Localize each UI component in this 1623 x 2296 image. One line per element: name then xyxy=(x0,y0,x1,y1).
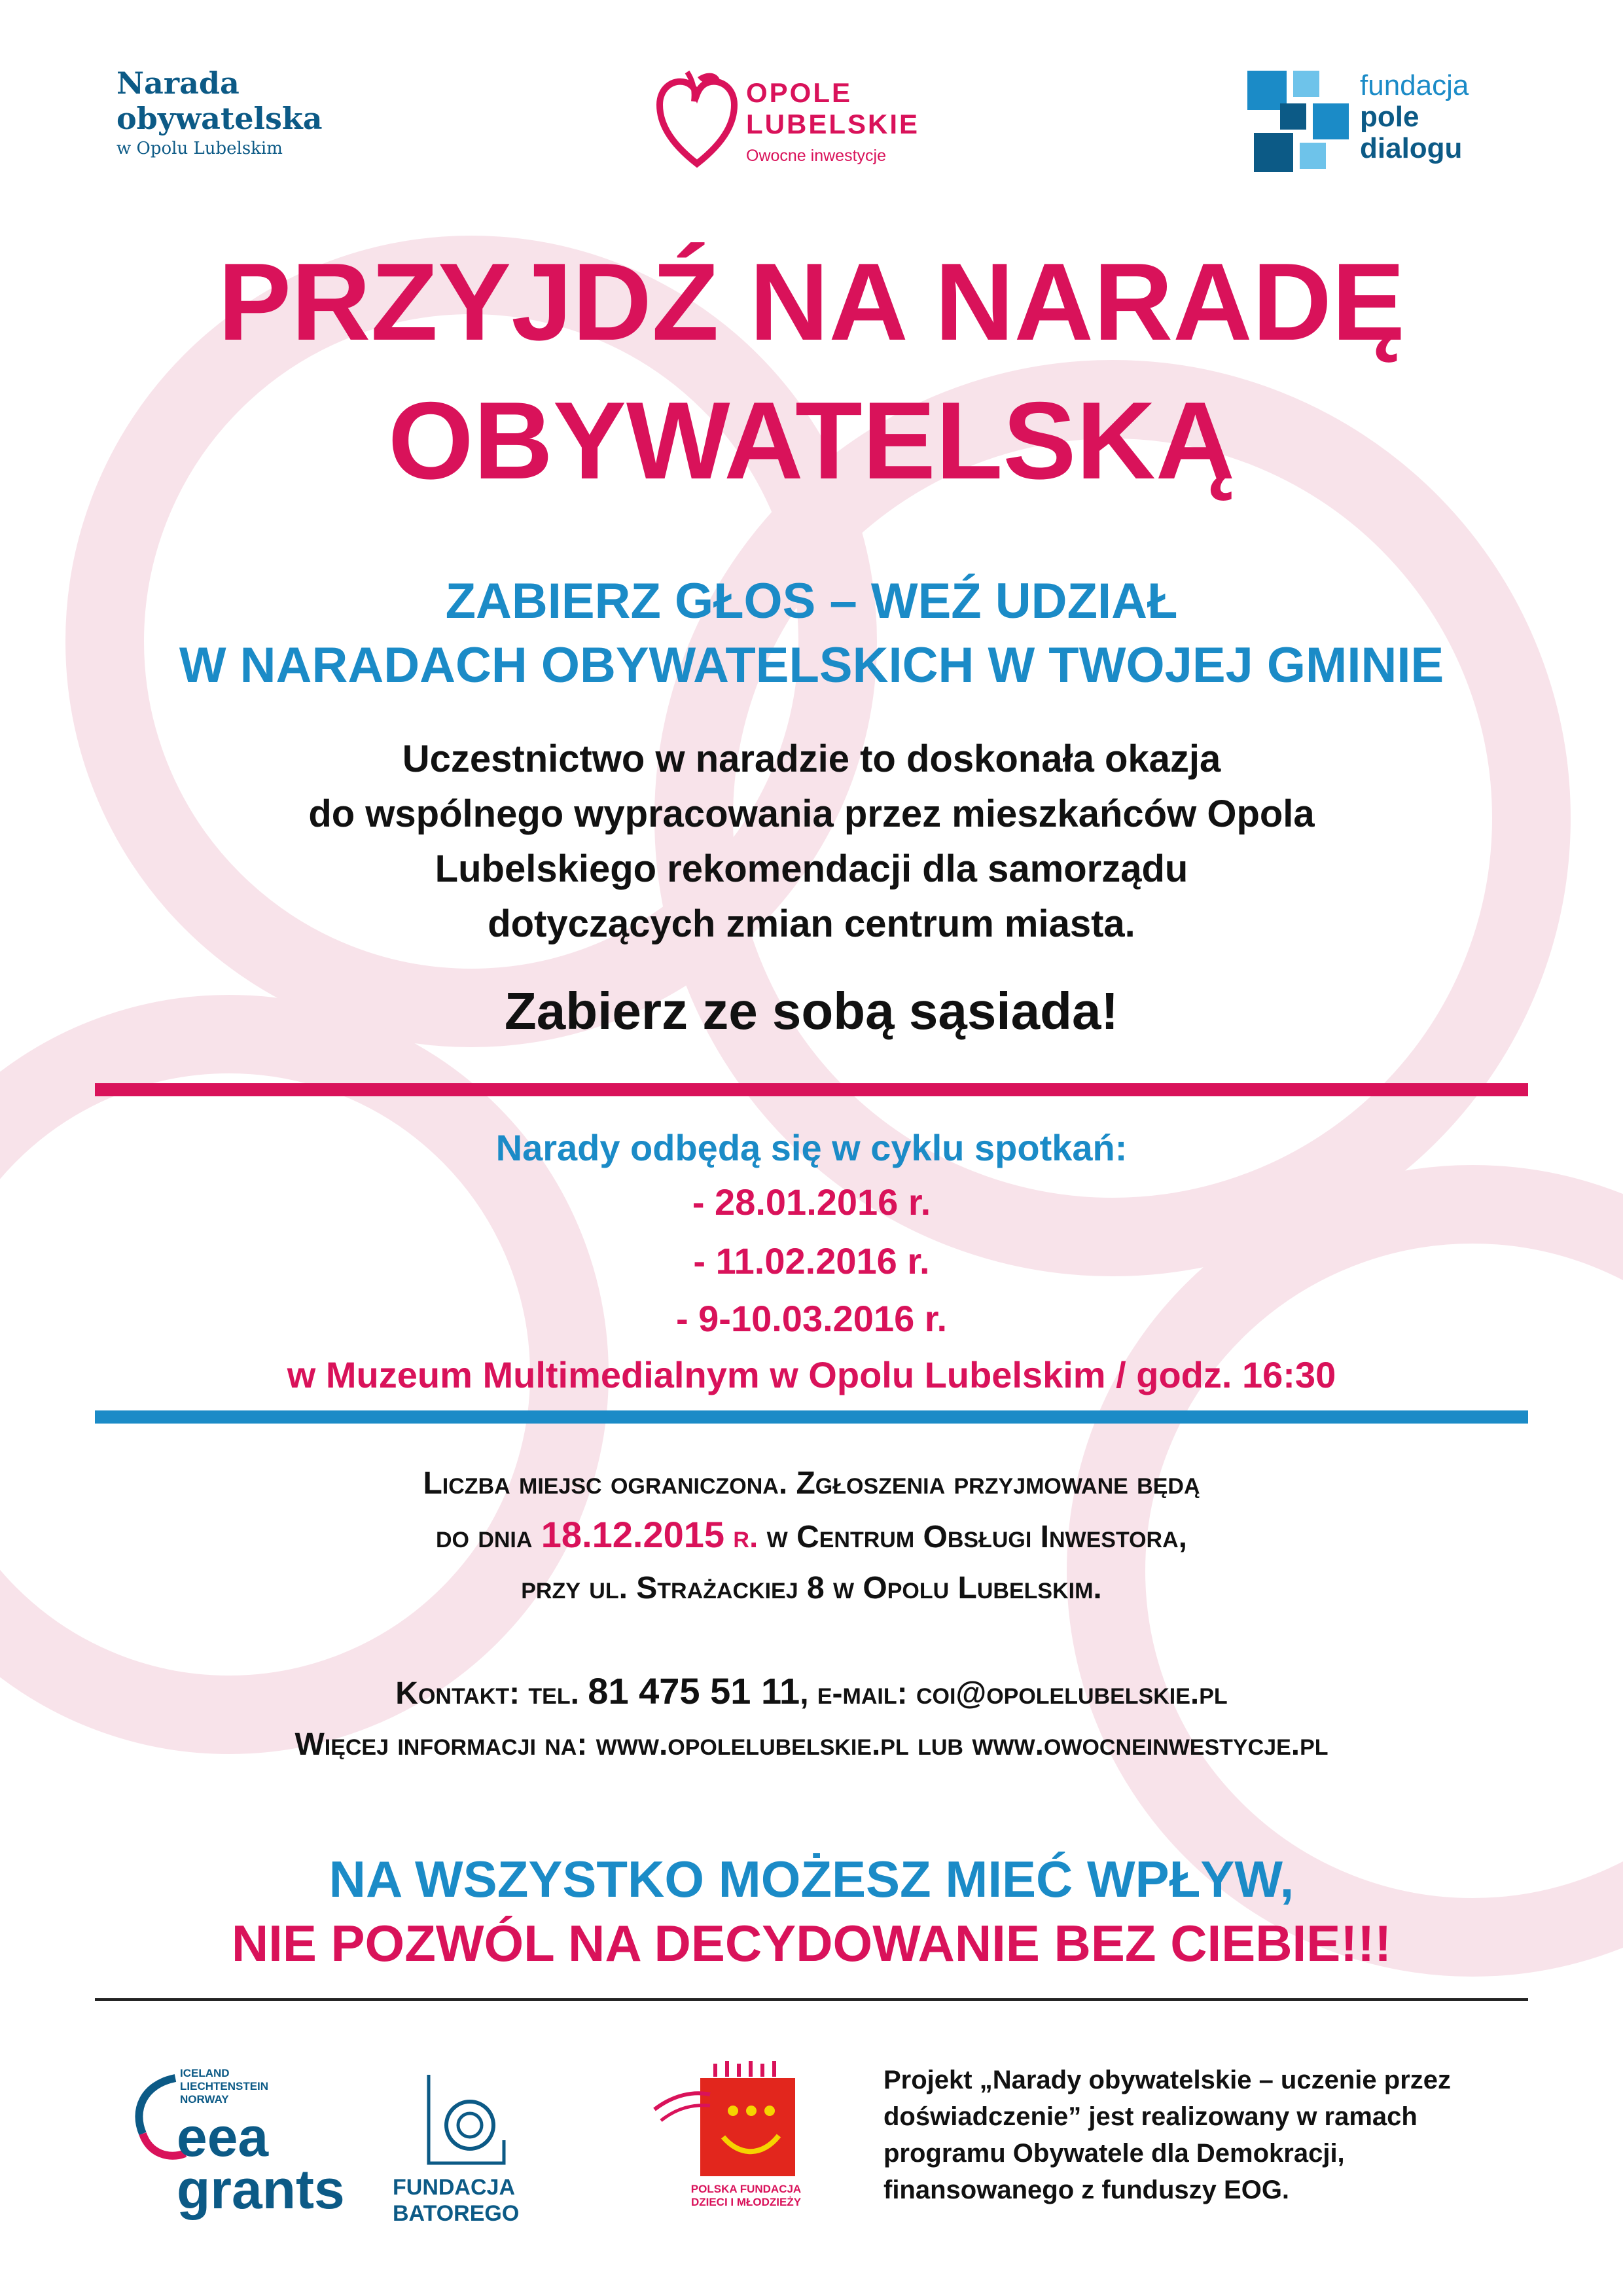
subtitle-line1: ZABIERZ GŁOS – WEŹ UDZIAŁ xyxy=(445,573,1178,629)
meetings-section xyxy=(0,1124,1623,1403)
squares-logo-icon xyxy=(1247,71,1352,175)
heart-fruit-icon xyxy=(654,65,740,170)
more-info-label: Więcej informacji na: xyxy=(294,1727,588,1762)
project-line: doświadczenie” jest realizowany w ramach xyxy=(883,2102,1418,2131)
pfdm-emblem-icon xyxy=(648,2058,805,2183)
pink-divider xyxy=(95,1083,1528,1096)
batory-text xyxy=(393,2174,519,2227)
contact-phone[interactable]: 81 475 51 11 xyxy=(588,1670,800,1712)
grants-word: grants xyxy=(177,2159,345,2220)
meeting-date: - 11.02.2016 r. xyxy=(693,1240,930,1282)
eea-country: NORWAY xyxy=(180,2093,229,2106)
narada-logo-line2: obywatelska xyxy=(116,101,323,136)
opole-logo xyxy=(654,65,995,177)
meeting-location: w Muzeum Multimedialnym w Opolu Lubelskim / godz. 16:30 xyxy=(287,1354,1336,1395)
website-link-1[interactable]: www.opolelubelskie.pl xyxy=(596,1727,909,1762)
batory-logo xyxy=(425,2072,507,2170)
eea-word: eea xyxy=(177,2106,269,2168)
registration-info xyxy=(0,1458,1623,1614)
project-line: finansowanego z funduszy EOG. xyxy=(883,2176,1290,2204)
batory-emblem-icon xyxy=(425,2072,507,2166)
pfdm-line1: POLSKA FUNDACJA xyxy=(690,2183,802,2195)
pole-logo-line2: pole xyxy=(1360,101,1419,133)
pole-logo-line1: fundacja xyxy=(1360,69,1469,101)
registration-deadline-prefix: do dnia xyxy=(435,1520,533,1554)
pole-dialogu-logo xyxy=(1247,65,1548,177)
narada-logo xyxy=(116,65,391,158)
contact-email-label: , e-mail: xyxy=(800,1676,908,1711)
pfdm-text xyxy=(684,2183,808,2209)
pole-logo-line3: dialogu xyxy=(1360,132,1463,164)
registration-place: w Centrum Obsługi Inwestora, xyxy=(766,1520,1187,1554)
footer-rule xyxy=(95,1998,1528,2001)
meeting-date: - 28.01.2016 r. xyxy=(692,1181,931,1223)
slogan xyxy=(0,1847,1623,1975)
narada-logo-line1: Narada xyxy=(116,65,240,101)
project-line: Projekt „Narady obywatelskie – uczenie przez xyxy=(883,2066,1452,2094)
more-info-or: lub xyxy=(918,1727,963,1762)
eea-countries xyxy=(180,2067,268,2106)
intro-line: Uczestnictwo w naradzie to doskonała okazja xyxy=(402,738,1221,780)
intro-paragraph xyxy=(0,732,1623,952)
meeting-date: - 9-10.03.2016 r. xyxy=(675,1298,948,1339)
registration-deadline: 18.12.2015 xyxy=(541,1514,725,1555)
main-title-line1: PRZYJDŹ NA NARADĘ xyxy=(218,240,1405,363)
eea-country: LIECHTENSTEIN xyxy=(180,2080,269,2092)
slogan-line1: NA WSZYSTKO MOŻESZ MIEĆ WPŁYW, xyxy=(329,1850,1294,1908)
batory-line1: FUNDACJA xyxy=(393,2175,515,2200)
project-line: programu Obywatele dla Demokracji, xyxy=(883,2139,1345,2168)
contact-label: Kontakt: tel. xyxy=(395,1676,579,1711)
registration-line1: Liczba miejsc ograniczona. Zgłoszenia przyjmowane będą xyxy=(423,1466,1200,1501)
narada-logo-line3: w Opolu Lubelskim xyxy=(116,139,283,158)
slogan-line2: NIE POZWÓL NA DECYDOWANIE BEZ CIEBIE!!! xyxy=(231,1914,1392,1972)
pfdm-logo xyxy=(648,2058,805,2186)
registration-line3: przy ul. Strażackiej 8 w Opolu Lubelskim. xyxy=(521,1571,1102,1605)
registration-deadline-suffix: r. xyxy=(733,1520,758,1554)
pfdm-line2: DZIECI I MŁODZIEŻY xyxy=(690,2196,802,2208)
intro-line: Lubelskiego rekomendacji dla samorządu xyxy=(435,848,1188,890)
intro-line: do wspólnego wypracowania przez mieszkańców Opola xyxy=(308,793,1315,835)
intro-line: dotyczących zmian centrum miasta. xyxy=(488,903,1135,945)
subtitle-line2: W NARADACH OBYWATELSKICH W TWOJEJ GMINIE xyxy=(179,637,1444,693)
blue-divider xyxy=(95,1410,1528,1424)
subtitle xyxy=(0,569,1623,698)
website-link-2[interactable]: www.owocneinwestycje.pl xyxy=(972,1727,1329,1762)
neighbor-call: Zabierz ze sobą sąsiada! xyxy=(504,982,1119,1040)
main-title-line2: OBYWATELSKĄ xyxy=(387,379,1236,502)
opole-logo-line2: LUBELSKIE xyxy=(746,109,920,139)
project-description xyxy=(883,2062,1538,2208)
contact-email[interactable]: coi@opolelubelskie.pl xyxy=(916,1676,1228,1711)
registration-line2 xyxy=(0,1509,1623,1563)
opole-logo-tagline: Owocne inwestycje xyxy=(746,147,886,165)
eea-country: ICELAND xyxy=(180,2067,230,2079)
contact-line xyxy=(0,1666,1623,1719)
main-title xyxy=(0,232,1623,510)
batory-line2: BATOREGO xyxy=(393,2201,520,2226)
eea-grants-wordmark xyxy=(177,2106,345,2220)
opole-logo-line1: OPOLE xyxy=(746,77,853,108)
contact-info xyxy=(0,1666,1623,1770)
meetings-heading: Narady odbędą się w cyklu spotkań: xyxy=(495,1127,1128,1168)
more-info-line xyxy=(0,1719,1623,1770)
